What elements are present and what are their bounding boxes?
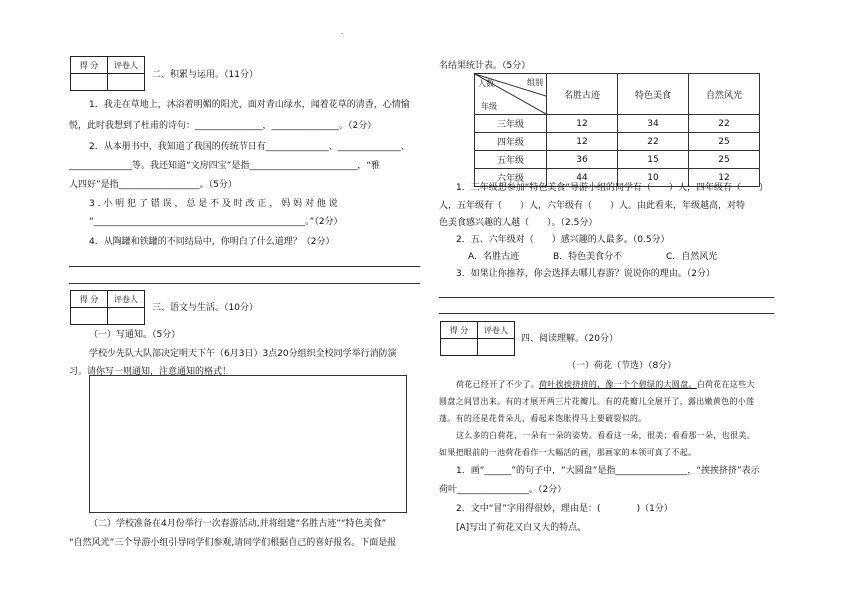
reading-q1-line2: 荷叶________________。（2分） bbox=[439, 485, 567, 495]
s2-q4: 4．从陶罐和铁罐的不同结局中，你明白了什么道理？（2分） bbox=[89, 237, 335, 247]
s3-part2-line1: （二）学校准备在4月份举行一次春游活动,并将组建“名胜古迹”“特色美食” bbox=[89, 519, 387, 529]
table-row bbox=[475, 133, 760, 151]
score-cell[interactable] bbox=[441, 339, 478, 356]
reading-q2-option-a[interactable]: [A]写出了荷花又白又大的特点。 bbox=[456, 523, 587, 533]
table-cell: 10 bbox=[618, 169, 689, 187]
col-header: 特色美食 bbox=[618, 74, 689, 115]
section2-title: 二、积累与运用。（11分） bbox=[152, 70, 258, 80]
score-cell[interactable] bbox=[71, 308, 108, 325]
row-grade: 五年级 bbox=[475, 151, 547, 169]
table-cell: 25 bbox=[689, 133, 760, 151]
table-cell: 22 bbox=[618, 133, 689, 151]
col-header: 自然风光 bbox=[689, 74, 760, 115]
signup-stats-table bbox=[474, 73, 760, 187]
table-cell: 12 bbox=[547, 115, 618, 133]
section3-title: 三、语文与生活。（10分） bbox=[152, 303, 258, 313]
score-label: 得 分 bbox=[71, 291, 108, 308]
s3-part1-line1: 学校少先队大队部决定明天下午（6月3日）3点20分组织全校同学举行消防演 bbox=[89, 349, 397, 359]
answer-line[interactable] bbox=[69, 283, 420, 284]
s2-q3-line2: “_______________________________________________。”（2分） bbox=[89, 217, 343, 227]
s2-q1-line1: 1．我走在草地上，沐浴着明媚的阳光，面对青山绿水，闻着花草的清香，心情愉 bbox=[89, 100, 410, 110]
corner-label-count: 人数 bbox=[478, 79, 494, 88]
reading-q1-line1: 1．画“______”的句子中，“大圆盘”是指________________，“挨挨挤挤”表示 bbox=[456, 466, 760, 476]
score-box-section4 bbox=[440, 321, 515, 356]
stats-q2: 2．五、六年级对（ ）感兴趣的人最多。（0.5分） bbox=[456, 235, 670, 245]
table-row bbox=[475, 115, 760, 133]
reading-subtitle: （一）荷花（节选）（8分） bbox=[567, 361, 677, 371]
reading-q2: 2．文中“冒”字用得很妙，理由是：( )（1分） bbox=[456, 504, 673, 514]
row-grade: 六年级 bbox=[475, 169, 547, 187]
s2-q2-line1: 2．从本册书中，我知道了我国的传统节日有______________、______________、 bbox=[89, 142, 410, 152]
section4-title: 四、阅读理解。（20分） bbox=[521, 334, 618, 344]
answer-line[interactable] bbox=[439, 297, 774, 298]
stats-q1-line1: 1．三年级想参加“特色美食”导游小组的同学有（ ）人，四年级有（ ） bbox=[456, 183, 769, 193]
score-label: 得 分 bbox=[71, 57, 108, 74]
reading-p1-line1 bbox=[456, 379, 755, 391]
score-label: 得 分 bbox=[441, 322, 478, 339]
table-row bbox=[475, 151, 760, 169]
stats-q3: 3．如果让你推荐，你会选择去哪儿春游？说说你的理由。（2分） bbox=[456, 269, 715, 279]
stats-q2-option-c[interactable]: C．自然风光 bbox=[666, 252, 718, 262]
score-box-section2 bbox=[70, 56, 145, 91]
answer-line[interactable] bbox=[69, 266, 420, 267]
grader-label: 评卷人 bbox=[108, 57, 145, 74]
col-header: 名胜古迹 bbox=[547, 74, 618, 115]
s3-part1-title: （一）写通知。（5分） bbox=[89, 330, 181, 340]
table-cell: 36 bbox=[547, 151, 618, 169]
table-cell: 15 bbox=[618, 151, 689, 169]
answer-line[interactable] bbox=[439, 313, 774, 314]
reading-p2-line1: 这么多的白荷花，一朵有一朵的姿势。看看这一朵，很美；看看那一朵，也很美。 bbox=[456, 431, 755, 440]
table-cell: 22 bbox=[689, 115, 760, 133]
page-mark: · bbox=[341, 30, 344, 38]
table-cell: 34 bbox=[618, 115, 689, 133]
table-cell: 44 bbox=[547, 169, 618, 187]
table-cell: 25 bbox=[689, 151, 760, 169]
s3-part2-line3: 名结果统计表。（5分） bbox=[439, 61, 531, 71]
s2-q2-line2: ______________等。我还知道“文房四宝”是指________________________，“雅 bbox=[69, 161, 380, 171]
row-grade: 三年级 bbox=[475, 115, 547, 133]
grader-cell[interactable] bbox=[478, 339, 515, 356]
s3-part1-line2: 习。请你写一则通知，注意通知的格式！ bbox=[69, 367, 232, 377]
stats-q2-option-b[interactable]: B．特色美食分不 bbox=[553, 252, 623, 262]
grader-cell[interactable] bbox=[108, 308, 145, 325]
underlined-sentence: 荷叶挨挨挤挤的，像一个个碧绿的大圆盘。 bbox=[539, 380, 697, 389]
stats-q2-option-a[interactable]: A．名胜古迹 bbox=[468, 252, 520, 262]
table-cell: 12 bbox=[689, 169, 760, 187]
s2-q2-line3: 人四好”是指__________________。（5分） bbox=[69, 180, 237, 190]
s2-q3-line1: 3 . 小 明 犯 了 错 误 ， 总 是 不 及 时 改 正 ， 妈 妈 对 他 说 bbox=[89, 199, 338, 209]
row-grade: 四年级 bbox=[475, 133, 547, 151]
reading-p1-line3: 蓬。有的还是花骨朵儿，看起来饱胀得马上要破裂似的。 bbox=[439, 414, 647, 423]
grader-label: 评卷人 bbox=[478, 322, 515, 339]
score-cell[interactable] bbox=[71, 74, 108, 91]
corner-label-group: 组别 bbox=[527, 78, 543, 87]
reading-text: 白荷花在这些大 bbox=[696, 380, 755, 389]
grader-label: 评卷人 bbox=[108, 291, 145, 308]
s2-q1-line2: 悦，此时我想到了杜甫的诗句：_______________，_______________。（2分） bbox=[69, 121, 377, 131]
stats-q1-line3: 色美食感兴趣的人越（ ）。（2.5分） bbox=[439, 218, 598, 228]
s3-part2-line2: “自然风光”三个导游小组引导同学们参观,请同学们根据自己的喜好报名。下面是报 bbox=[69, 538, 397, 548]
table-cell: 12 bbox=[547, 133, 618, 151]
grader-cell[interactable] bbox=[108, 74, 145, 91]
reading-p2-line2: 如果把眼前的一池荷花看作一大幅活的画，那画家的本领可真了不起。 bbox=[439, 448, 697, 457]
score-box-section3 bbox=[70, 290, 145, 325]
reading-p1-line2: 圆盘之间冒出来。有的才展开两三片花瓣儿。有的花瓣儿全展开了，露出嫩黄色的小莲 bbox=[439, 397, 755, 406]
notice-writing-box[interactable] bbox=[89, 375, 407, 513]
reading-text: 荷花已经开了不少了。 bbox=[456, 380, 539, 389]
corner-label-grade: 年级 bbox=[481, 102, 497, 111]
stats-q1-line2: 人，五年级有（ ）人，六年级有（ ）人。由此看来，年级越高，对特 bbox=[439, 201, 746, 211]
table-corner-cell bbox=[475, 74, 547, 115]
